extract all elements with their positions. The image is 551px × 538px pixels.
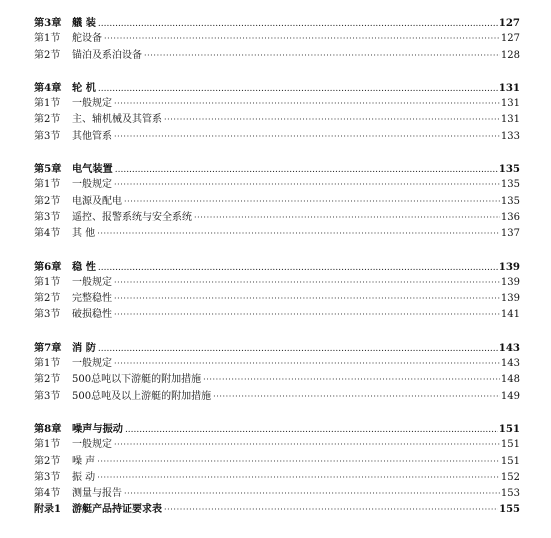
toc-section-row[interactable] bbox=[34, 389, 520, 405]
toc-entry-number: 第1节 bbox=[34, 98, 61, 110]
toc-entry-page-number: 155 bbox=[499, 504, 520, 516]
toc-entry-title: 稳 性 bbox=[72, 260, 96, 273]
toc-section-row[interactable] bbox=[34, 226, 520, 242]
toc-entry-title: 电源及配电 bbox=[72, 195, 122, 207]
toc-entry-title: 一般规定 bbox=[72, 98, 112, 110]
toc-entry-title: 一般规定 bbox=[72, 439, 112, 451]
toc-section-row[interactable] bbox=[34, 96, 520, 112]
toc-entry-title: 电气装置 bbox=[72, 163, 113, 176]
toc-entry-number: 第1节 bbox=[34, 179, 61, 191]
toc-entry-page-number: 148 bbox=[500, 374, 520, 386]
dot-leader bbox=[97, 454, 500, 470]
toc-section-row[interactable] bbox=[34, 356, 520, 372]
toc-section-row[interactable] bbox=[34, 31, 520, 47]
dot-leader bbox=[114, 437, 500, 453]
toc-chapter-row[interactable] bbox=[34, 161, 520, 177]
toc-appendix-row[interactable] bbox=[34, 502, 520, 518]
toc-entry-title: 一般规定 bbox=[72, 358, 112, 370]
toc-entry-title: 主、辅机械及其管系 bbox=[72, 114, 162, 126]
toc-entry-title: 其他管系 bbox=[72, 130, 112, 142]
toc-entry-number: 第3节 bbox=[34, 211, 61, 223]
toc-entry-title: 500总吨以下游艇的附加措施 bbox=[72, 374, 202, 386]
toc-section-row[interactable] bbox=[34, 48, 520, 64]
dot-leader bbox=[114, 275, 500, 291]
toc-entry-title: 破损稳性 bbox=[72, 309, 112, 321]
dot-leader bbox=[97, 470, 500, 486]
toc-entry-title: 锚泊及系泊设备 bbox=[72, 49, 142, 61]
toc-section-row[interactable] bbox=[34, 112, 520, 128]
toc-entry-title: 噪 声 bbox=[72, 455, 96, 467]
toc-entry-number: 第3章 bbox=[34, 17, 62, 29]
toc-entry-title: 舵设备 bbox=[72, 33, 102, 45]
toc-entry-title: 完整稳性 bbox=[72, 293, 112, 305]
toc-entry-number: 第1节 bbox=[34, 33, 61, 45]
toc-entry-page-number: 135 bbox=[498, 163, 520, 176]
toc-entry-number: 第2节 bbox=[34, 293, 61, 305]
toc-section-row[interactable] bbox=[34, 210, 520, 226]
toc-entry-page-number: 149 bbox=[500, 390, 520, 402]
toc-section-row[interactable] bbox=[34, 194, 520, 210]
toc-entry-page-number: 151 bbox=[500, 455, 520, 467]
toc-chapter-row[interactable] bbox=[34, 15, 520, 31]
dot-leader bbox=[114, 96, 500, 112]
toc-entry-page-number: 136 bbox=[500, 211, 520, 223]
toc-section-row[interactable] bbox=[34, 275, 520, 291]
toc-entry-page-number: 135 bbox=[500, 179, 520, 191]
dot-leader bbox=[115, 162, 498, 178]
toc-entry-number: 第2节 bbox=[34, 49, 61, 61]
toc-entry-title: 一般规定 bbox=[72, 276, 112, 288]
toc-section-row[interactable] bbox=[34, 291, 520, 307]
dot-leader bbox=[124, 486, 500, 502]
toc-entry-page-number: 139 bbox=[498, 260, 520, 273]
toc-entry-title: 噪声与振动 bbox=[72, 422, 123, 435]
toc-entry-number: 第6章 bbox=[34, 260, 62, 273]
dot-leader bbox=[213, 389, 500, 405]
toc-entry-page-number: 133 bbox=[500, 130, 520, 142]
toc-entry-page-number: 139 bbox=[500, 293, 520, 305]
toc-entry-page-number: 135 bbox=[500, 195, 520, 207]
table-of-contents bbox=[34, 15, 520, 519]
toc-entry-number: 附录1 bbox=[34, 504, 61, 516]
toc-entry-page-number: 139 bbox=[500, 276, 520, 288]
toc-chapter-row[interactable] bbox=[34, 340, 520, 356]
dot-leader bbox=[114, 291, 500, 307]
toc-entry-page-number: 153 bbox=[500, 488, 520, 500]
toc-entry-number: 第3节 bbox=[34, 309, 61, 321]
toc-chapter-row[interactable] bbox=[34, 421, 520, 437]
dot-leader bbox=[114, 177, 500, 193]
toc-entry-title: 艤 装 bbox=[72, 17, 96, 29]
dot-leader bbox=[114, 129, 500, 145]
toc-entry-number: 第2节 bbox=[34, 374, 61, 386]
toc-entry-number: 第8章 bbox=[34, 422, 62, 435]
dot-leader bbox=[164, 112, 500, 128]
toc-section-row[interactable] bbox=[34, 307, 520, 323]
toc-entry-title: 测量与报告 bbox=[72, 488, 122, 500]
toc-entry-page-number: 151 bbox=[498, 422, 520, 435]
toc-section-row[interactable] bbox=[34, 372, 520, 388]
toc-section-row[interactable] bbox=[34, 437, 520, 453]
toc-entry-title: 500总吨及以上游艇的附加措施 bbox=[72, 390, 212, 402]
toc-entry-number: 第7章 bbox=[34, 341, 62, 354]
toc-entry-page-number: 141 bbox=[500, 309, 520, 321]
toc-entry-number: 第2节 bbox=[34, 195, 61, 207]
dot-leader bbox=[97, 226, 500, 242]
dot-leader bbox=[98, 16, 498, 32]
toc-entry-number: 第4节 bbox=[34, 228, 61, 240]
toc-entry-number: 第1节 bbox=[34, 439, 61, 451]
toc-entry-number: 第2节 bbox=[34, 114, 61, 126]
toc-entry-title: 消 防 bbox=[72, 341, 96, 354]
toc-entry-number: 第1节 bbox=[34, 358, 61, 370]
toc-section-row[interactable] bbox=[34, 454, 520, 470]
toc-entry-page-number: 131 bbox=[500, 98, 520, 110]
dot-leader bbox=[98, 81, 498, 97]
toc-entry-page-number: 151 bbox=[500, 439, 520, 451]
toc-entry-page-number: 152 bbox=[500, 471, 520, 483]
toc-chapter-row[interactable] bbox=[34, 80, 520, 96]
dot-leader bbox=[164, 502, 498, 518]
dot-leader bbox=[203, 372, 500, 388]
dot-leader bbox=[98, 260, 498, 276]
dot-leader bbox=[114, 356, 500, 372]
toc-entry-title: 其 他 bbox=[72, 228, 96, 240]
toc-entry-page-number: 127 bbox=[500, 33, 520, 45]
toc-section-row[interactable] bbox=[34, 129, 520, 145]
dot-leader bbox=[144, 48, 500, 64]
toc-section-row[interactable] bbox=[34, 486, 520, 502]
toc-entry-title: 轮 机 bbox=[72, 81, 96, 94]
toc-entry-number: 第4节 bbox=[34, 488, 61, 500]
dot-leader bbox=[98, 341, 498, 357]
toc-entry-number: 第2节 bbox=[34, 455, 61, 467]
dot-leader bbox=[114, 307, 500, 323]
toc-entry-number: 第5章 bbox=[34, 163, 62, 176]
toc-entry-title: 遥控、报警系统与安全系统 bbox=[72, 211, 192, 223]
toc-entry-page-number: 128 bbox=[500, 49, 520, 61]
dot-leader bbox=[125, 422, 498, 438]
toc-entry-page-number: 127 bbox=[498, 17, 520, 29]
toc-entry-number: 第3节 bbox=[34, 130, 61, 142]
toc-chapter-row[interactable] bbox=[34, 259, 520, 275]
toc-entry-title: 一般规定 bbox=[72, 179, 112, 191]
toc-entry-number: 第3节 bbox=[34, 471, 61, 483]
toc-entry-page-number: 143 bbox=[500, 358, 520, 370]
toc-entry-title: 振 动 bbox=[72, 471, 96, 483]
toc-entry-page-number: 143 bbox=[498, 341, 520, 354]
toc-entry-title: 游艇产品持证要求表 bbox=[72, 504, 162, 516]
toc-entry-page-number: 131 bbox=[500, 114, 520, 126]
toc-section-row[interactable] bbox=[34, 470, 520, 486]
toc-entry-number: 第1节 bbox=[34, 276, 61, 288]
toc-entry-page-number: 131 bbox=[498, 81, 520, 94]
dot-leader bbox=[194, 210, 500, 226]
dot-leader bbox=[124, 194, 500, 210]
toc-entry-page-number: 137 bbox=[500, 228, 520, 240]
toc-section-row[interactable] bbox=[34, 177, 520, 193]
toc-entry-number: 第3节 bbox=[34, 390, 61, 402]
toc-entry-number: 第4章 bbox=[34, 81, 62, 94]
dot-leader bbox=[104, 31, 500, 47]
